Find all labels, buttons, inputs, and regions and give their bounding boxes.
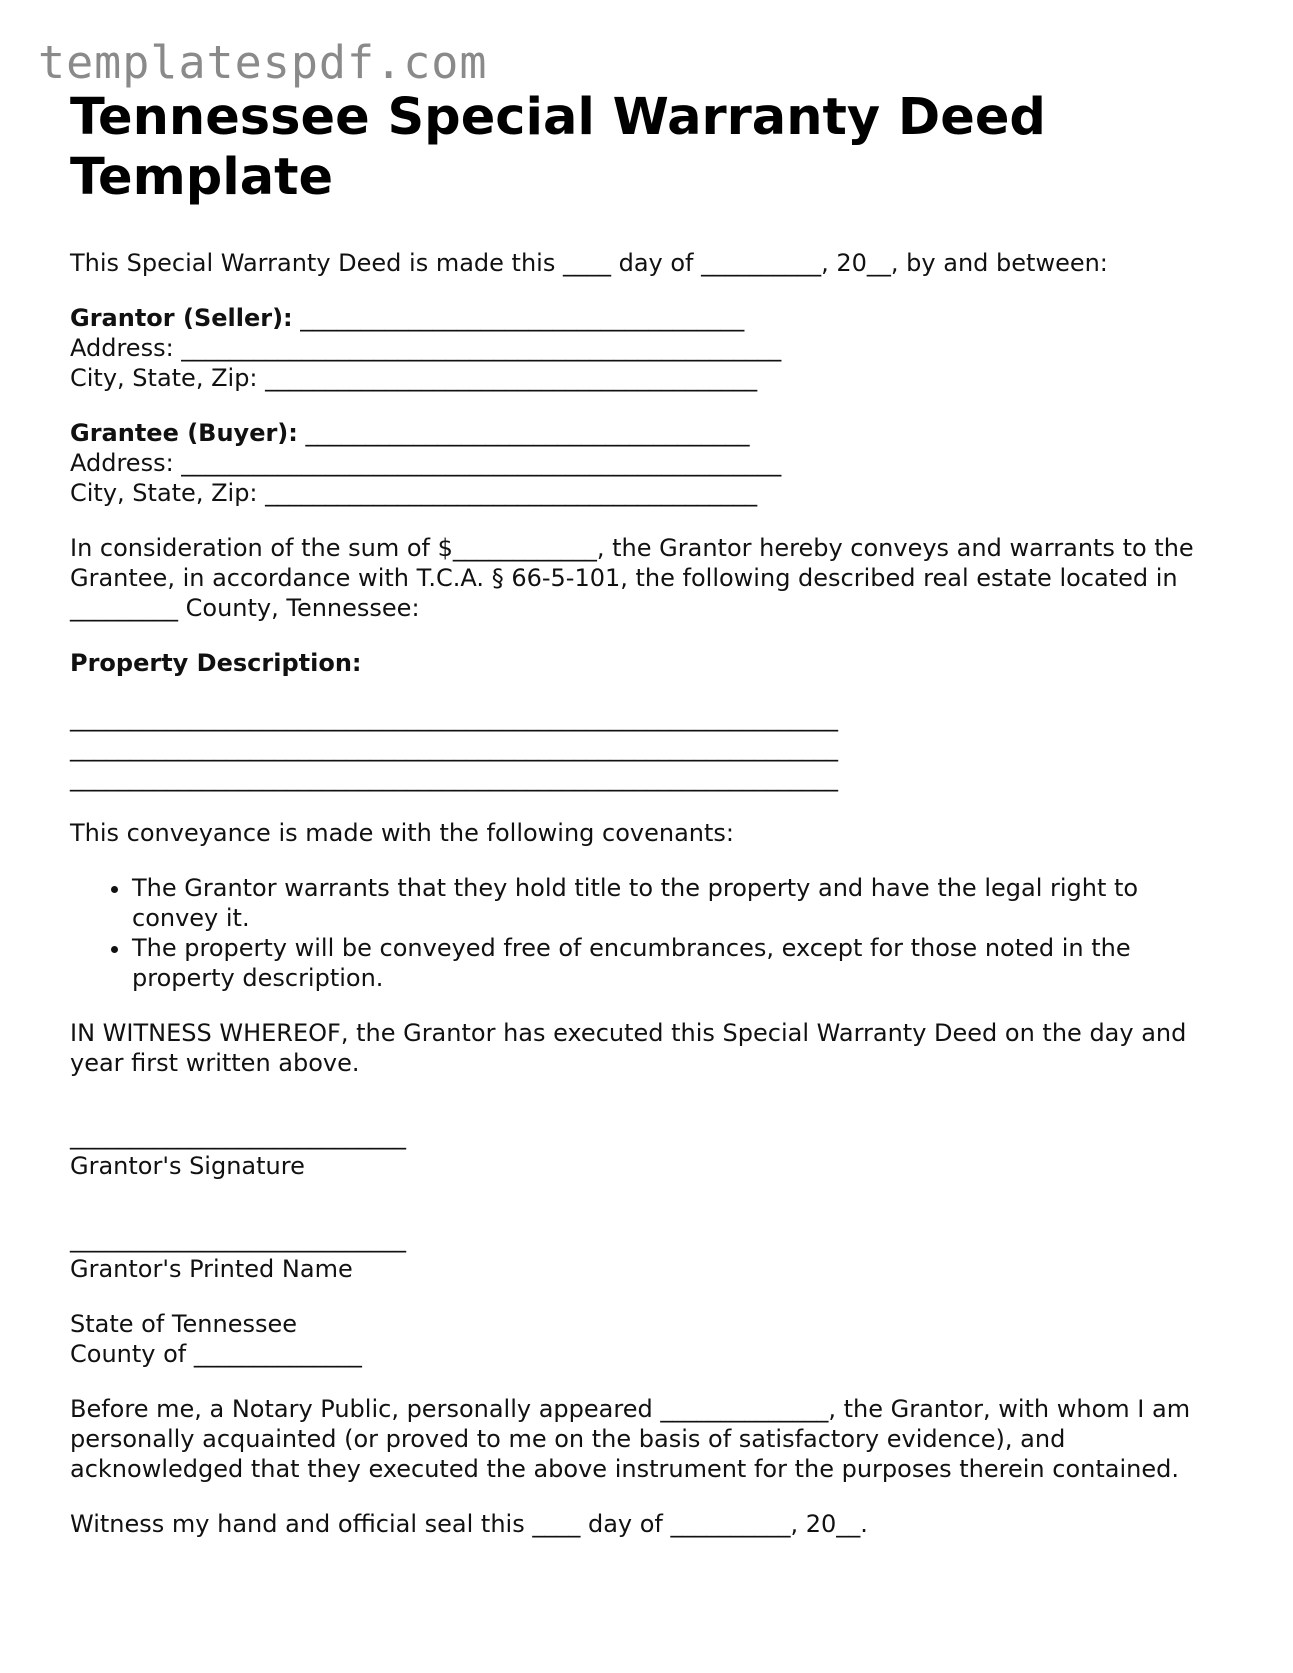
grantee-label: Grantee (Buyer): [70,419,298,447]
list-item: • The Grantor warrants that they hold title to the property and have the legal right to convey it. [132,873,1230,933]
notary-state: State of Tennessee [70,1310,297,1338]
property-description-lines [70,703,1230,793]
printed-name-line: ____________________________ [70,1225,406,1253]
grantor-city-line: City, State, Zip: _________________________________________ [70,364,758,392]
notary-statement: Before me, a Notary Public, personally appeared ______________, the Grantor, with whom I am personally acquainted (or proved to me on the basis of satisfactory evidence), and acknowledged that they executed the above instrument for the purposes therein contained. [70,1395,1191,1483]
grantee-section [70,418,1230,508]
covenants-list [70,873,1230,993]
property-description-heading: Property Description: [70,649,362,677]
signature-label: Grantor's Signature [70,1152,305,1180]
signature-block [70,1121,1230,1181]
printed-name-block [70,1224,1230,1284]
property-line: ________________________________________________________________ [70,704,838,732]
grantor-address-line: Address: __________________________________________________ [70,334,782,362]
witness-paragraph: IN WITNESS WHEREOF, the Grantor has executed this Special Warranty Deed on the day and year first written above. [70,1019,1187,1077]
deed-document [70,88,1230,1539]
site-watermark: templatespdf.com [38,36,488,89]
property-line: ________________________________________________________________ [70,764,838,792]
intro-paragraph: This Special Warranty Deed is made this ____ day of __________, 20__, by and between: [70,249,1108,277]
grantee-name-blank: _____________________________________ [297,419,750,447]
signature-line: ____________________________ [70,1122,406,1150]
notary-venue [70,1309,1230,1369]
list-item: • The property will be conveyed free of encumbrances, except for those noted in the property description. [132,933,1230,993]
grantee-address-line: Address: __________________________________________________ [70,449,782,477]
grantee-city-line: City, State, Zip: _________________________________________ [70,479,758,507]
covenants-intro: This conveyance is made with the following covenants: [70,819,735,847]
property-line: ________________________________________________________________ [70,734,838,762]
consideration-paragraph: In consideration of the sum of $____________, the Grantor hereby conveys and warrants to the Grantee, in accordance with T.C.A. § 66-5-101, the following described real estate located in _________ County, Tennessee: [70,534,1194,622]
grantor-section [70,303,1230,393]
grantor-name-blank: _____________________________________ [292,304,745,332]
printed-name-label: Grantor's Printed Name [70,1255,353,1283]
notary-county: County of ______________ [70,1340,362,1368]
notary-seal-line: Witness my hand and official seal this ____ day of __________, 20__. [70,1510,868,1538]
document-title: Tennessee Special Warranty Deed Template [70,88,1046,207]
grantor-label: Grantor (Seller): [70,304,293,332]
